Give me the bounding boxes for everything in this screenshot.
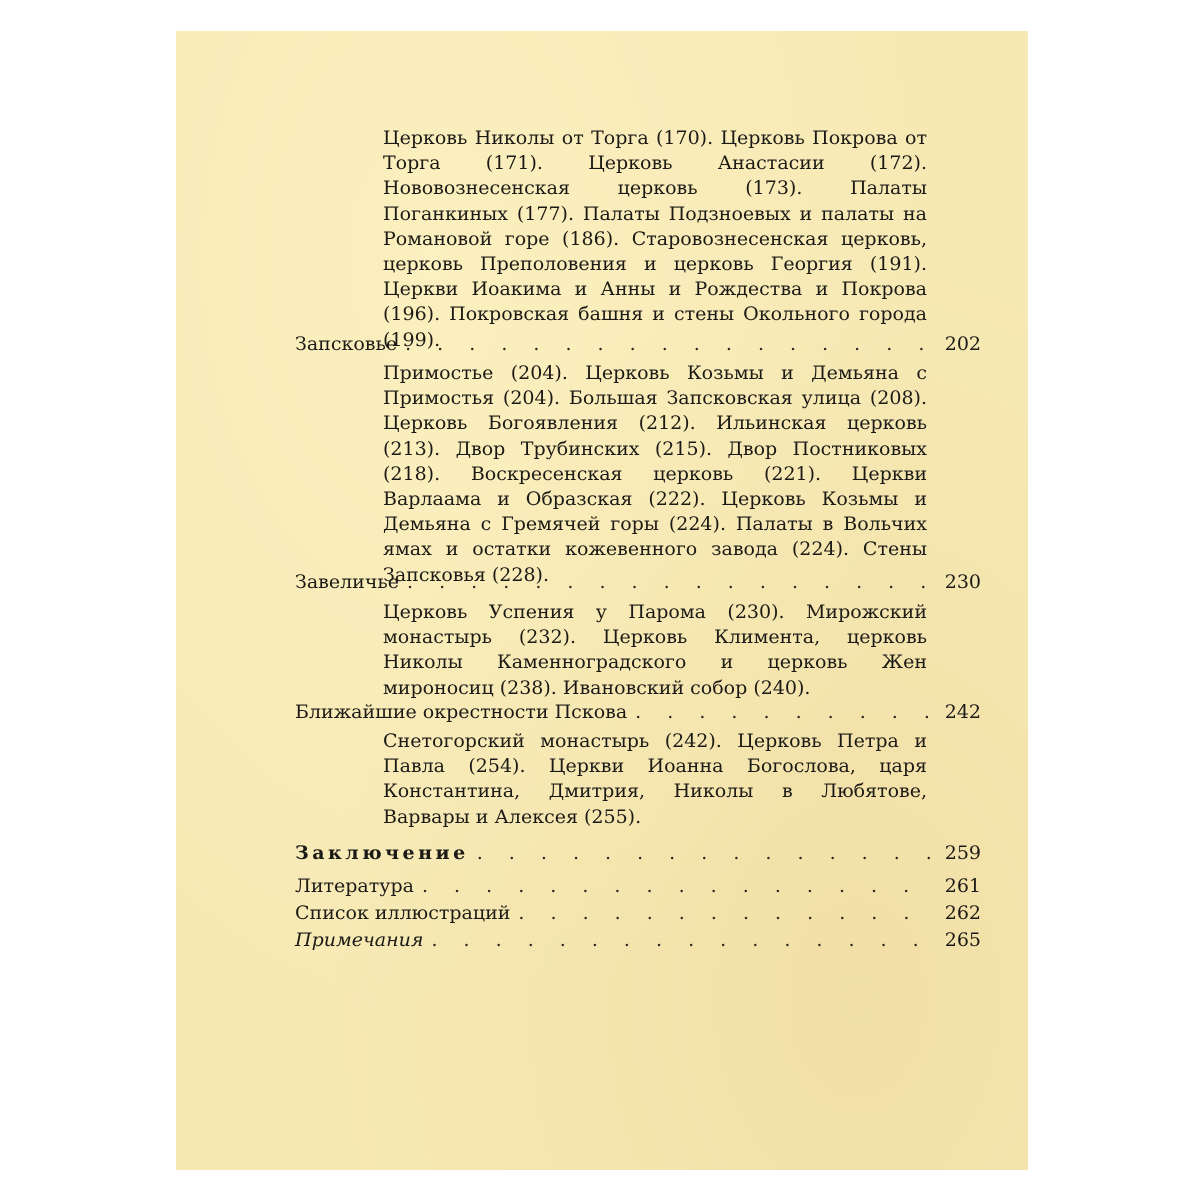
toc-page-number: 261: [944, 875, 981, 897]
toc-page-number: 262: [944, 902, 981, 924]
toc-page-number: 230: [944, 571, 981, 593]
section-details-okrestnosti: Снетогорский монастырь (242). Церковь Петра и Павла (254). Церкви Иоанна Богослова, царя Константина, Дмитрия, Николы в Любятове, Варвары и Алексея (255).: [383, 730, 927, 828]
toc-entry-title: Примечания: [295, 929, 424, 951]
toc-page-number: 259: [944, 842, 981, 864]
toc-leader-dots: [518, 901, 936, 926]
toc-leader-dots: [405, 332, 937, 357]
toc-entry-title: Список иллюстраций: [295, 902, 511, 924]
toc-page-number: 265: [944, 929, 981, 951]
toc-page-number: 242: [944, 701, 981, 723]
toc-entry-title: Запсковье: [295, 333, 398, 355]
toc-entry-title: Литература: [295, 875, 414, 897]
section-details-okolny-gorod: Церковь Николы от Торга (170). Церковь Покрова от Торга (171). Церковь Анастасии (172). Нововознесенская церковь (173). Палаты Поганкиных (177). Палаты Подзноевых и палаты на Романовой горе (186). Старовознесенская церковь, церковь Преполовения и церковь Георгия (191). Церкви Иоакима и Анны и Рождества и Покрова (196). Покровская башня и стены Окольного города (199).: [383, 127, 927, 351]
toc-entry-title: Заключение: [295, 842, 469, 864]
section-details-zapskovye: Примостье (204). Церковь Козьмы и Демьяна с Примостья (204). Большая Запсковская улица (208). Церковь Богоявления (212). Ильинская церковь (213). Двор Трубинских (215). Двор Постниковых (218). Воскресенская церковь (221). Церкви Варлаама и Образская (222). Церковь Козьмы и Демьяна с Гремячей горы (224). Палаты в Вольчих ямах и остатки кожевенного завода (224). Стены Запсковья (228).: [383, 362, 927, 586]
toc-leader-dots: [431, 928, 936, 953]
toc-entry-zavelichye: [295, 570, 981, 596]
toc-entry-notes: [295, 928, 981, 954]
toc-entry-okrestnosti: [295, 700, 981, 726]
toc-leader-dots: [635, 700, 937, 725]
toc-entry-illustrations: [295, 901, 981, 927]
toc-leader-dots: [407, 570, 937, 595]
book-page: [176, 31, 1028, 1170]
toc-leader-dots: [422, 874, 937, 899]
toc-leader-dots: [477, 841, 937, 866]
toc-page-number: 202: [944, 333, 981, 355]
toc-entry-zaklyuchenie: [295, 841, 981, 867]
toc-entry-literatura: [295, 874, 981, 900]
section-details-zavelichye: Церковь Успения у Парома (230). Мирожский монастырь (232). Церковь Климента, церковь Николы Каменноградского и церковь Жен мироносиц (238). Ивановский собор (240).: [383, 601, 927, 699]
toc-entry-zapskovye: [295, 332, 981, 358]
toc-entry-title: Ближайшие окрестности Пскова: [295, 701, 628, 723]
toc-entry-title: Завеличье: [295, 571, 399, 593]
